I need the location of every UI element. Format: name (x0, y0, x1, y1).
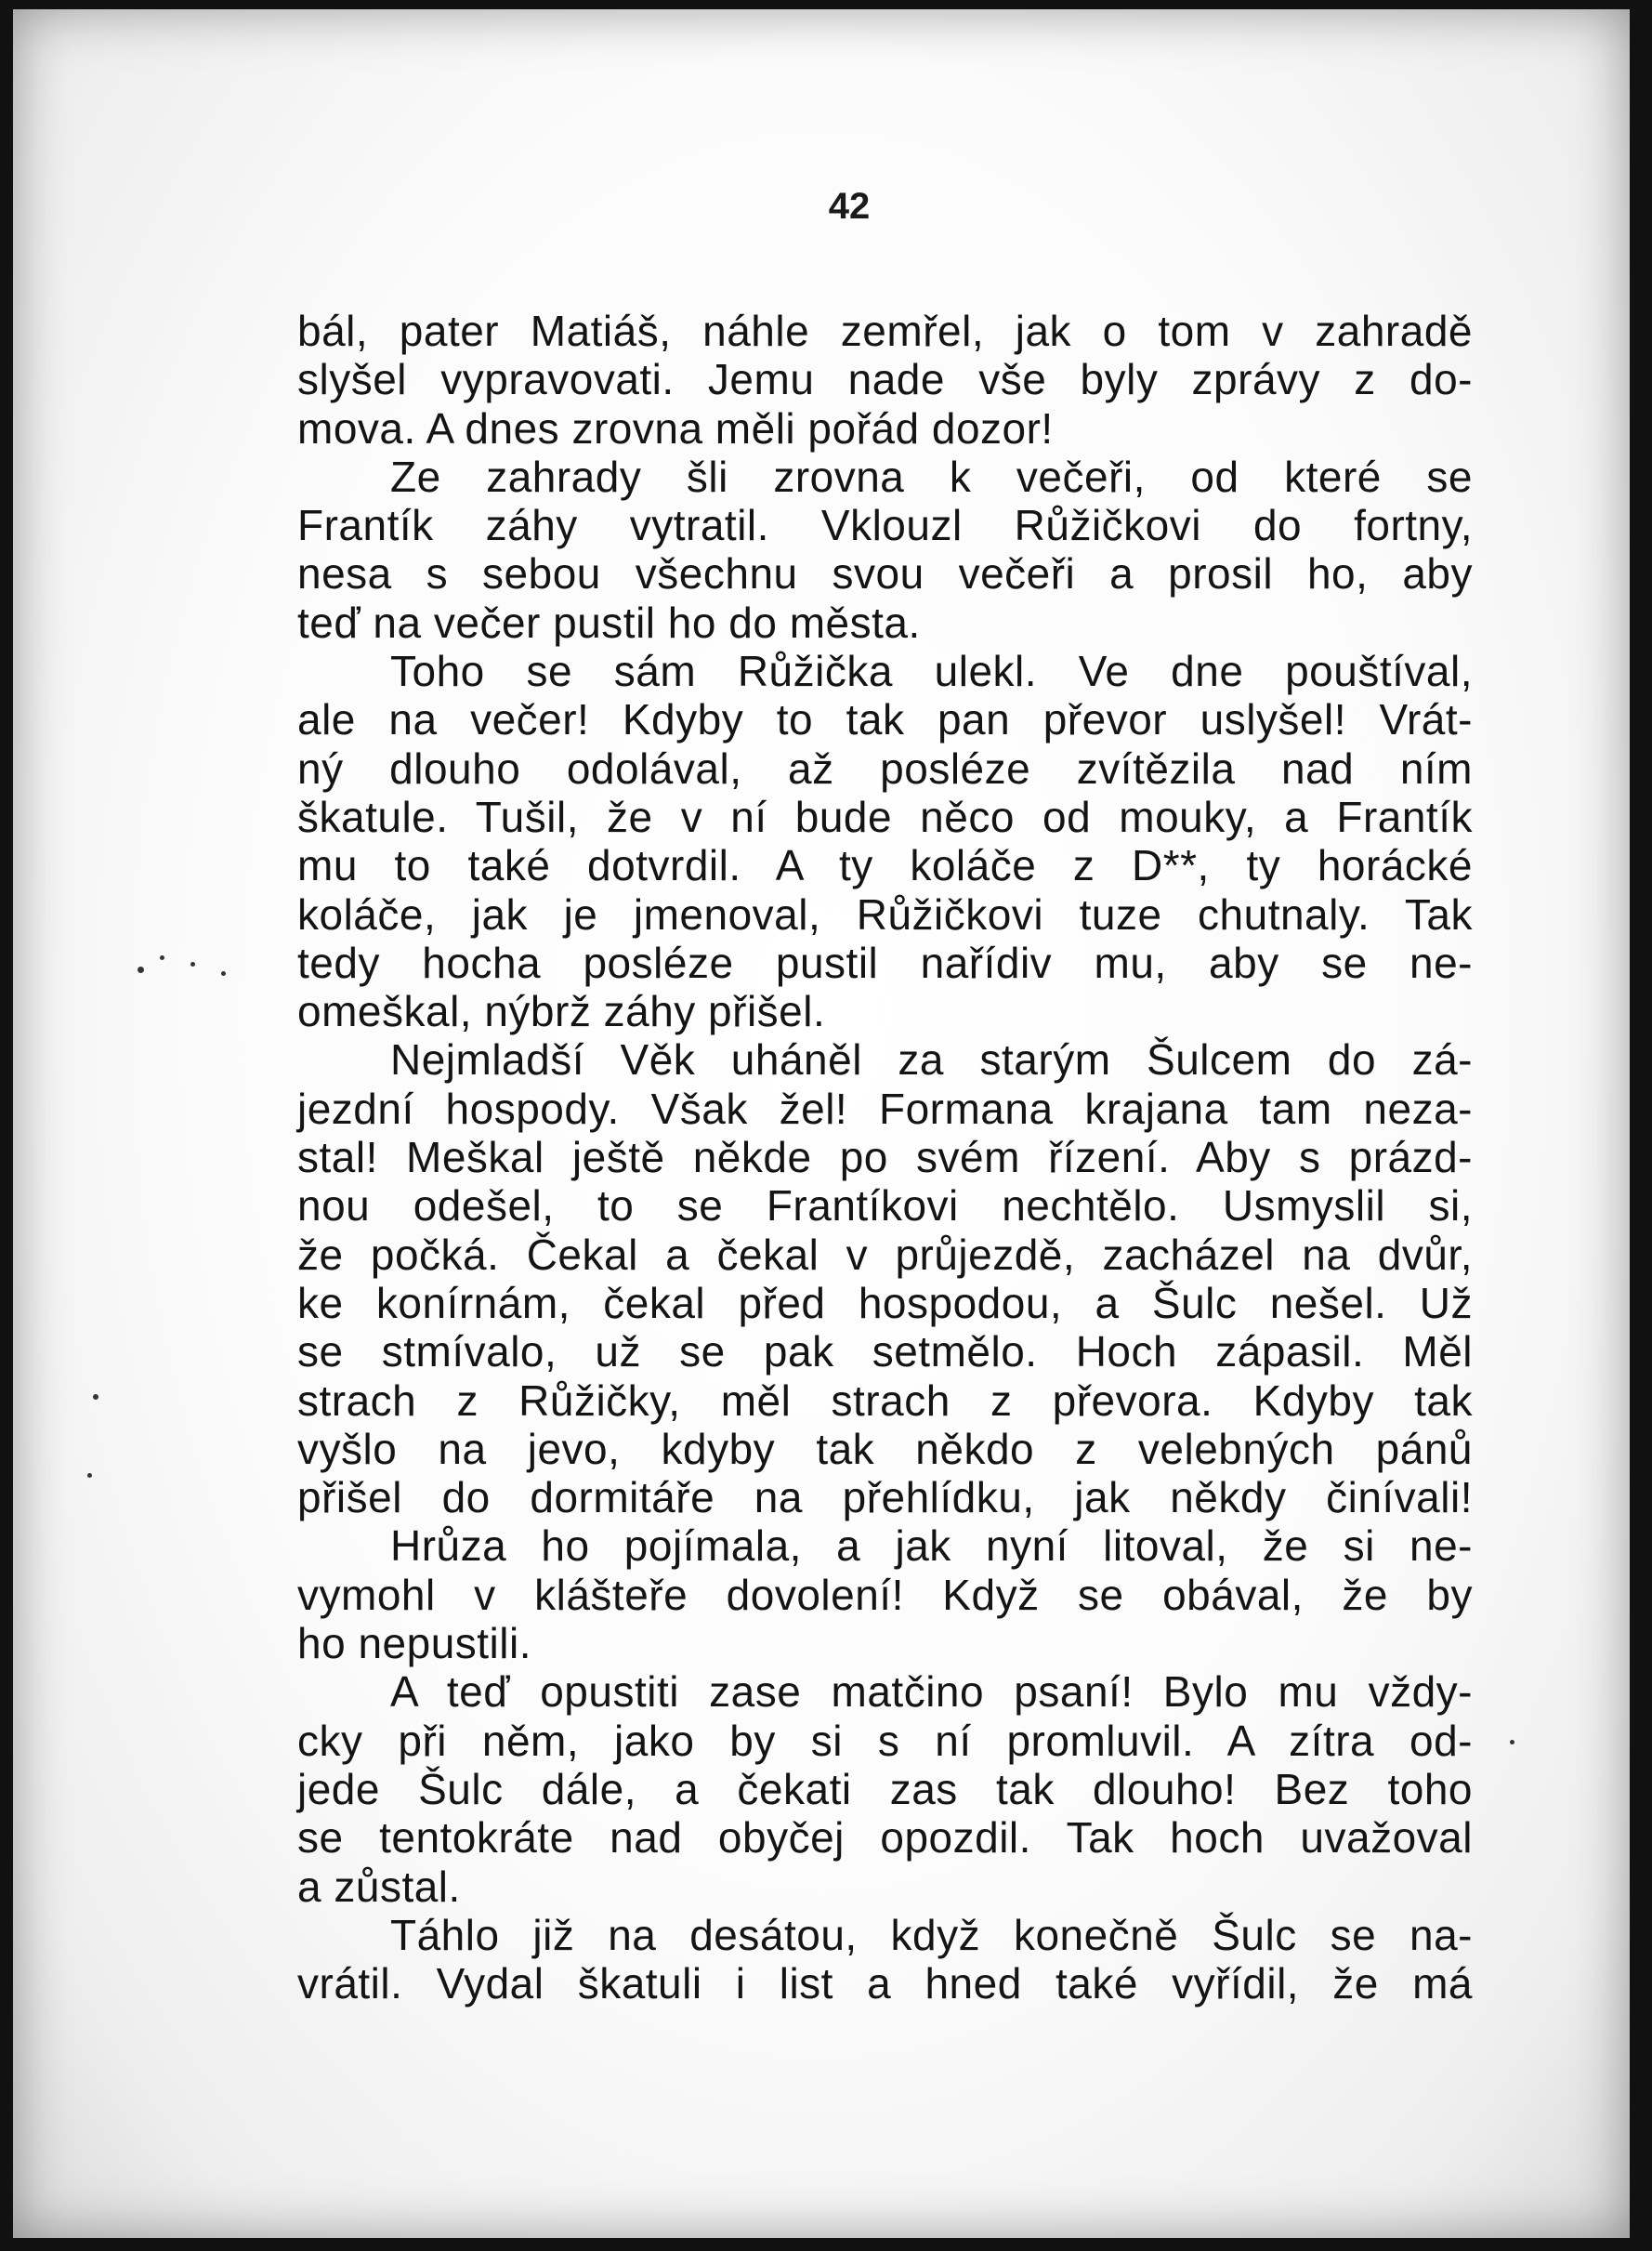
scan-speck (221, 971, 226, 976)
text-line: nou odešel, to se Frantíkovi nechtělo. Usmyslil si, (297, 1181, 1473, 1231)
text-line: vymohl v klášteře dovolení! Když se obával, že by (297, 1570, 1473, 1619)
text-line: cky při něm, jako by si s ní promluvil. A zítra od- (297, 1716, 1473, 1765)
text-line: omeškal, nýbrž záhy přišel. (297, 987, 826, 1036)
text-line: Toho se sám Růžička ulekl. Ve dne pouštíval, (390, 647, 1473, 696)
text-line: A teď opustiti zase matčino psaní! Bylo mu vždy- (390, 1667, 1473, 1717)
text-line: bál, pater Matiáš, náhle zemřel, jak o tom v zahradě (297, 307, 1473, 355)
text-line: se tentokráte nad obyčej opozdil. Tak hoch uvažoval (297, 1813, 1473, 1863)
text-line: Táhlo již na desátou, když konečně Šulc se na- (390, 1910, 1473, 1959)
text-line: Ze zahrady šli zrovna k večeři, od které se (390, 452, 1473, 501)
scan-speck (1510, 1740, 1514, 1744)
text-line: mu to také dotvrdil. A ty koláče z D**, ty horácké (297, 841, 1473, 890)
text-line: slyšel vypravovati. Jemu nade vše byly zprávy z do- (297, 355, 1473, 404)
body-text (297, 307, 1473, 2007)
text-line: se stmívalo, už se pak setmělo. Hoch zápasil. Měl (297, 1327, 1473, 1376)
text-line: jezdní hospody. Však žel! Formana krajana tam neza- (297, 1084, 1473, 1133)
text-line: že počká. Čekal a čekal v průjezdě, zacházel na dvůr, (297, 1230, 1473, 1279)
text-line: přišel do dormitáře na přehlídku, jak někdy činívali! (297, 1473, 1473, 1522)
text-line: ke konírnám, čekal před hospodou, a Šulc nešel. Už (297, 1278, 1473, 1327)
text-line: vrátil. Vydal škatuli i list a hned také vyřídil, že má (297, 1959, 1473, 2008)
text-line: a zůstal. (297, 1862, 461, 1911)
text-line: Hrůza ho pojímala, a jak nyní litoval, že si ne- (390, 1521, 1473, 1571)
text-line: strach z Růžičky, měl strach z převora. Kdyby tak (297, 1376, 1473, 1425)
text-line: nesa s sebou všechnu svou večeři a prosil ho, aby (297, 549, 1473, 599)
scan-speck (138, 967, 144, 973)
text-line: teď na večer pustil ho do města. (297, 598, 921, 647)
text-line: ale na večer! Kdyby to tak pan převor uslyšel! Vrát- (297, 695, 1473, 744)
text-line: stal! Meškal ještě někde po svém řízení. Aby s prázd- (297, 1133, 1473, 1182)
text-line: jede Šulc dále, a čekati zas tak dlouho! Bez toho (297, 1764, 1473, 1813)
scan-speck (93, 1394, 98, 1400)
text-line: ho nepustili. (297, 1619, 531, 1668)
text-line: ný dlouho odolával, až posléze zvítězila nad ním (297, 744, 1473, 793)
page-number: 42 (828, 186, 871, 227)
text-line: škatule. Tušil, že v ní bude něco od mouky, a Frantík (297, 792, 1473, 841)
text-line: Frantík záhy vytratil. Vklouzl Růžičkovi do fortny, (297, 501, 1473, 550)
scan-speck (87, 1473, 92, 1478)
text-line: Nejmladší Věk uháněl za starým Šulcem do zá- (390, 1035, 1473, 1085)
text-line: vyšlo na jevo, kdyby tak někdo z velebných pánů (297, 1424, 1473, 1473)
text-line: tedy hocha posléze pustil nařídiv mu, aby se ne- (297, 938, 1473, 987)
scan-speck (190, 962, 195, 967)
text-line: mova. A dnes zrovna měli pořád dozor! (297, 403, 1054, 453)
text-line: koláče, jak je jmenoval, Růžičkovi tuze chutnaly. Tak (297, 889, 1473, 939)
scan-speck (160, 955, 164, 960)
